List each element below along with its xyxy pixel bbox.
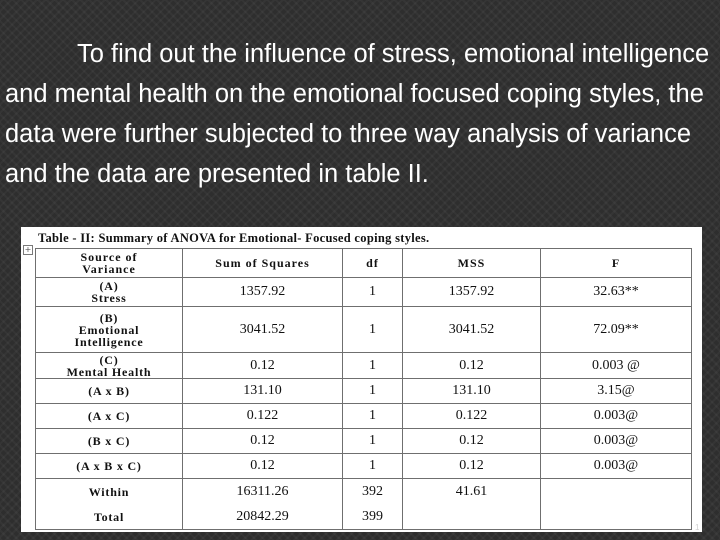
cell-sum-of-squares: 0.12 <box>183 429 343 454</box>
cell-f: 72.09** <box>541 307 692 353</box>
row-source: (A x B) <box>36 379 183 404</box>
cell-df: 1 <box>343 278 403 307</box>
cell-df: 1 <box>343 353 403 379</box>
table-row <box>36 404 692 429</box>
cell-mss: 3041.52 <box>403 307 541 353</box>
table-move-handle-icon[interactable]: + <box>24 245 32 254</box>
row-source-line1: (C) <box>99 352 119 367</box>
header-df: df <box>343 249 403 278</box>
cell-f <box>541 479 692 505</box>
table-row <box>36 429 692 454</box>
row-source <box>36 353 183 379</box>
row-source <box>36 278 183 307</box>
table-row <box>36 479 692 505</box>
cell-df: 1 <box>343 429 403 454</box>
row-source: (A x B x C) <box>36 454 183 479</box>
cell-df: 1 <box>343 307 403 353</box>
row-source-line2: Mental Health <box>66 364 152 379</box>
cell-f: 0.003 @ <box>541 353 692 379</box>
cell-f: 0.003@ <box>541 404 692 429</box>
cell-sum-of-squares: 20842.29 <box>183 504 343 530</box>
table-row <box>36 307 692 353</box>
table-image-panel[interactable] <box>21 227 702 532</box>
cell-df: 1 <box>343 454 403 479</box>
row-source-line3: Intelligence <box>74 334 144 349</box>
cell-sum-of-squares: 0.12 <box>183 353 343 379</box>
cell-df: 1 <box>343 404 403 429</box>
row-source-line1: (B) <box>99 310 119 325</box>
table-header-row <box>36 249 692 278</box>
cell-sum-of-squares: 131.10 <box>183 379 343 404</box>
table-row <box>36 278 692 307</box>
cell-sum-of-squares: 3041.52 <box>183 307 343 353</box>
cell-mss: 0.12 <box>403 353 541 379</box>
cell-sum-of-squares: 0.122 <box>183 404 343 429</box>
header-source-line1: Source of <box>80 250 138 264</box>
row-source-line2: Stress <box>91 291 127 305</box>
cell-mss: 0.12 <box>403 454 541 479</box>
header-source-line2: Variance <box>82 262 136 276</box>
slide-number: 1 <box>695 523 700 532</box>
row-source-line1: (A) <box>99 279 119 293</box>
table-row <box>36 504 692 530</box>
header-source-of-variance <box>36 249 183 278</box>
header-f: F <box>541 249 692 278</box>
cell-mss: 0.122 <box>403 404 541 429</box>
cell-f: 3.15@ <box>541 379 692 404</box>
anova-table <box>35 248 692 530</box>
row-source <box>36 307 183 353</box>
row-source: Total <box>36 504 183 530</box>
cell-f: 32.63** <box>541 278 692 307</box>
cell-mss: 0.12 <box>403 429 541 454</box>
cell-f: 0.003@ <box>541 429 692 454</box>
cell-df: 1 <box>343 379 403 404</box>
cell-mss: 131.10 <box>403 379 541 404</box>
cell-mss: 41.61 <box>403 479 541 505</box>
row-source: (A x C) <box>36 404 183 429</box>
cell-f: 0.003@ <box>541 454 692 479</box>
cell-sum-of-squares: 0.12 <box>183 454 343 479</box>
cell-sum-of-squares: 1357.92 <box>183 278 343 307</box>
row-source: (B x C) <box>36 429 183 454</box>
cell-df: 392 <box>343 479 403 505</box>
cell-f <box>541 504 692 530</box>
row-source: Within <box>36 479 183 505</box>
cell-sum-of-squares: 16311.26 <box>183 479 343 505</box>
cell-mss: 1357.92 <box>403 278 541 307</box>
cell-df: 399 <box>343 504 403 530</box>
table-row <box>36 454 692 479</box>
table-row <box>36 353 692 379</box>
table-row <box>36 379 692 404</box>
table-caption: Table - II: Summary of ANOVA for Emotional- Focused coping styles. <box>38 231 430 245</box>
row-source-line2: Emotional <box>78 322 140 337</box>
header-sum-of-squares: Sum of Squares <box>183 249 343 278</box>
header-mss: MSS <box>403 249 541 278</box>
cell-mss <box>403 504 541 530</box>
intro-paragraph: To find out the influence of stress, emotional intelligence and mental health on the emotional focused coping styles, the data were further subjected to three way analysis of variance and the data are presented in table II. <box>5 40 710 188</box>
